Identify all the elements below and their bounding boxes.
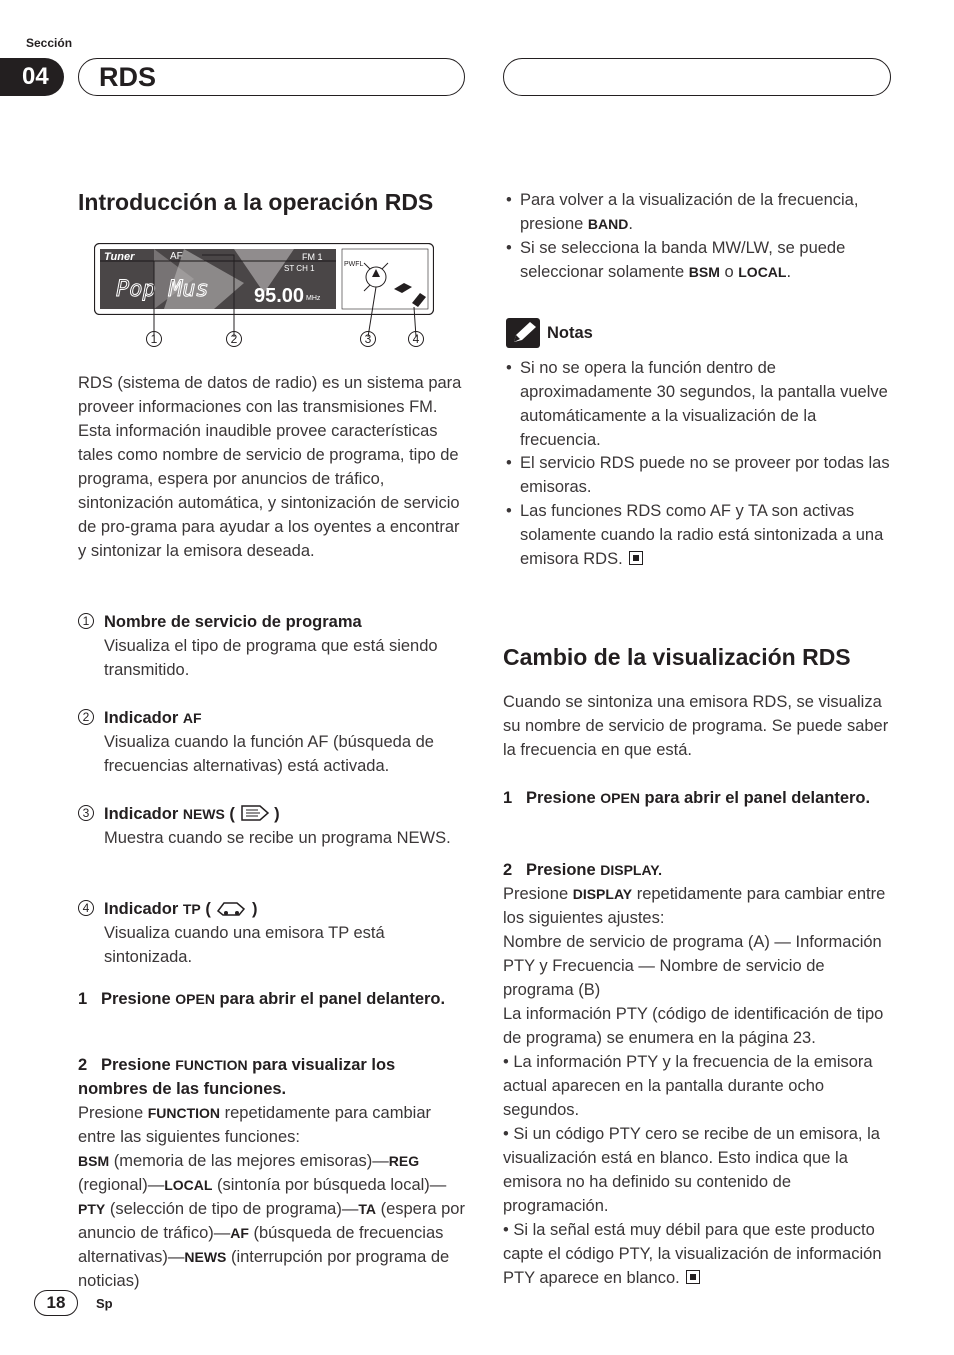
heading-cambio-rds: Cambio de la visualización RDS [503,644,851,670]
section-title: RDS [78,58,465,96]
left-step-2-body: Presione FUNCTION repetidamente para cambiar entre las siguientes funciones: BSM (memoria de las mejores emisoras)—REG (regional)—LOCAL (sintonía por búsqueda local)—PTY (selección de tipo de programa)—TA (espera por anuncio de tráfico)—AF (búsqueda de frecuencias alternativas)—NEWS (interrupción por programa de noticias) [78,1104,465,1290]
item-title: Indicador AF [104,709,202,727]
section-title-box-right [503,58,891,96]
right-step-2-body: Presione DISPLAY repetidamente para cambiar entre los siguientes ajustes: Nombre de servicio de programa (A) — Información PTY y Frecuencia — Nombre de servicio de programa (B) La información PTY (código de identificación de tipo de programa) se enumera en la página 23. • La información PTY y la frecuencia de la emisora actual aparecen en la pantalla durante ocho segundos. • Si un código PTY cero se recibe de un emisora, la visualización está en blanco. Esto indica que la emisora no ha definido su contenido de programación. • Si la señal está muy débil para que este producto capte el código PTY, la visualización de información PTY aparece en blanco. [503,885,886,1287]
right-step-2: 2 Presione DISPLAY. [503,861,662,879]
note-3: • Las funciones RDS como AF y TA son activas solamente cuando la radio está sintonizada a una emisora RDS. [506,502,884,568]
language-code: Sp [96,1296,113,1311]
item-number: 2 [78,709,94,725]
item-body: Visualiza cuando la función AF (búsqueda de frecuencias alternativas) está activada. [104,733,434,775]
pty-text: Pop Mus [116,277,209,302]
item-body: Visualiza el tipo de programa que está siendo transmitido. [104,637,438,679]
right-bullet-1: • Para volver a la visualización de la frecuencia, presione BAND. [506,191,859,233]
intro-paragraph: RDS (sistema de datos de radio) es un sistema para proveer informaciones con las transmisiones FM. Esta información inaudible provee características tales como nombre de servicio de programa, tipo de programa, espera por anuncios de tráfico, sintonización automática, y sintonización de servicio de pro-grama para ayudar a los oyentes a encontrar y sintonizar la emisora deseada. [78,374,462,560]
item-title: Indicador TP ( ) [104,900,258,918]
pwfl-label: PWFL [344,261,364,268]
item-body: Muestra cuando se recibe un programa NEWS. [104,829,451,847]
item-2 [78,706,468,778]
note-1: • Si no se opera la función dentro de aproximadamente 30 segundos, la pantalla vuelve automáticamente a la visualización de la frecuencia. [506,359,888,449]
frequency: 95.00 [254,285,305,307]
heading-intro-rds: Introducción a la operación RDS [78,189,434,215]
end-mark-icon [629,551,643,565]
tuner-label: Tuner [104,251,135,263]
item-number: 3 [78,805,94,821]
section-label: Sección [26,36,73,50]
callout-2: 2 [226,331,242,347]
right-intro: Cuando se sintoniza una emisora RDS, se visualiza su nombre de servicio de programa. Se puede saber la frecuencia en que está. [503,693,889,759]
right-step-1: 1 Presione OPEN para abrir el panel delantero. [503,789,871,807]
item-body: Visualiza cuando una emisora TP está sintonizada. [104,924,385,966]
left-step-1: 1 Presione OPEN para abrir el panel delantero. [78,990,446,1008]
right-bullet-2: • Si se selecciona la banda MW/LW, se puede seleccionar solamente BSM o LOCAL. [506,239,846,281]
item-number: 4 [78,900,94,916]
item-3 [78,802,468,850]
end-mark-icon [686,1270,700,1284]
fm-label: FM 1 [302,252,323,262]
station-line: ST CH 1 [284,264,315,273]
callout-3: 3 [360,331,376,347]
item-title: Nombre de servicio de programa [104,613,362,631]
callout-4: 4 [408,331,424,347]
item-title: Indicador NEWS ( ) [104,805,280,823]
page-number: 18 [34,1290,78,1316]
item-number: 1 [78,613,94,629]
notes-title: Notas [547,324,593,342]
note-2: • El servicio RDS puede no se proveer por todas las emisoras. [506,454,890,496]
news-icon [240,804,270,822]
af-label: AF [170,251,183,262]
tp-car-icon [215,899,247,917]
item-1 [78,610,468,682]
notes-pencil-icon [506,318,540,348]
item-4 [78,897,468,969]
callout-1: 1 [146,331,162,347]
left-step-2: 2 Presione FUNCTION para visualizar los nombres de las funciones. [78,1056,396,1098]
section-number: 04 [0,58,64,96]
mhz-label: MHz [306,295,321,302]
